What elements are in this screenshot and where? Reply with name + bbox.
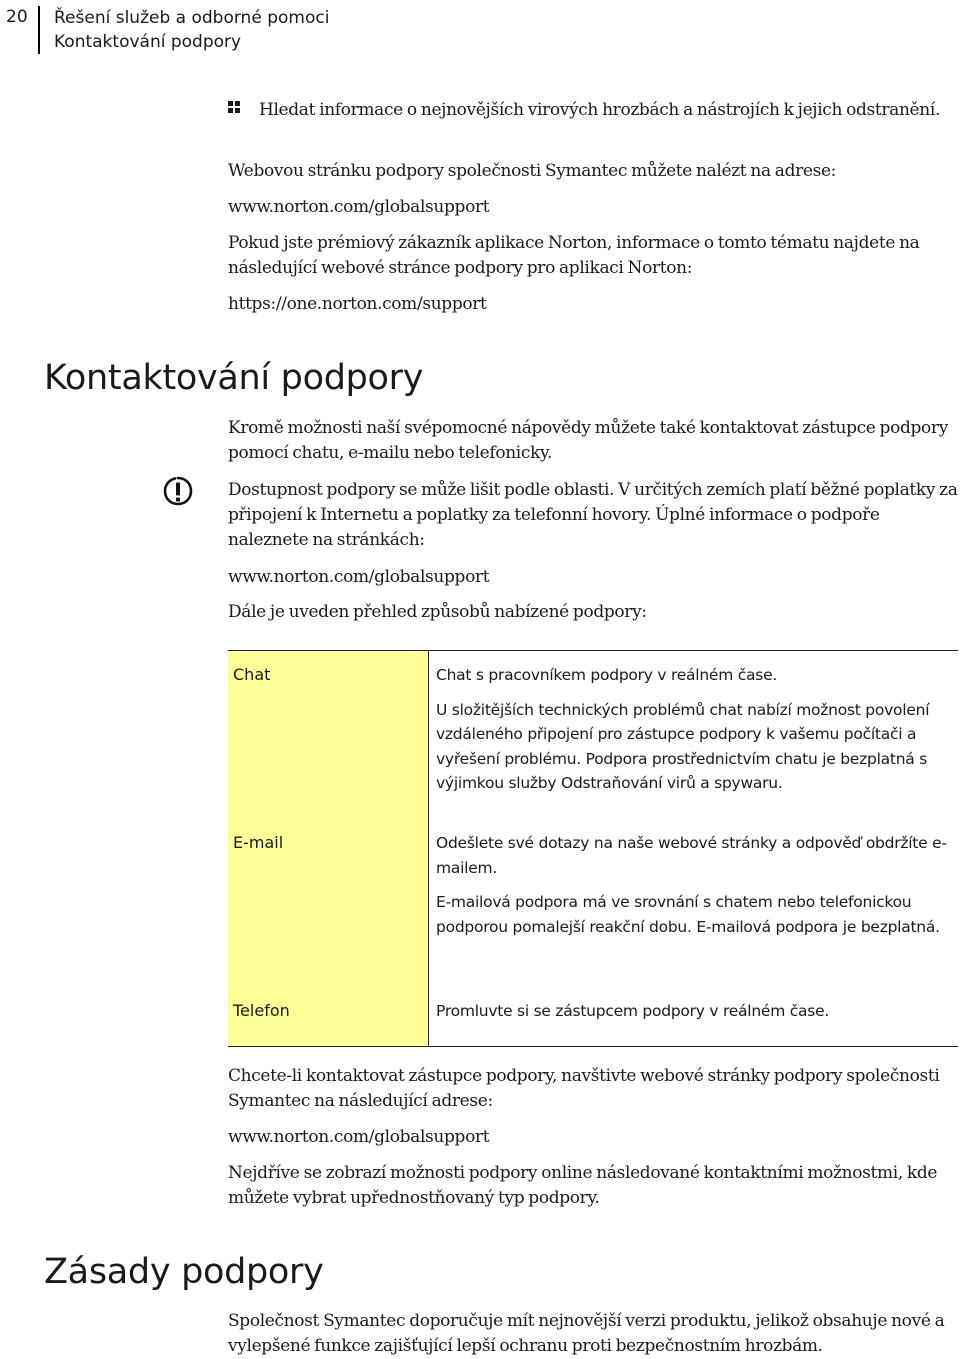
running-header [54,6,329,54]
chapter-title: Řešení služeb a odborné pomoci [54,8,330,28]
email-desc-detail: E-mailová podpora má ve srovnání s chatem nebo telefonickou podporou pomalejší reakční dobu. E-mailová podpora je bezplatná. [436,893,940,936]
page-number: 20 [6,7,28,27]
header-divider [38,6,40,54]
web-support-text: Webovou stránku podpory společnosti Symantec můžete nalézt na adrese: [228,161,837,181]
section-title: Kontaktování podpory [54,32,242,52]
contact-instructions-url[interactable]: www.norton.com/globalsupport [228,1127,490,1147]
support-policy-heading: Zásady podpory [44,1252,324,1292]
phone-desc-line: Promluvte si se zástupcem podpory v reálném čase. [436,1002,830,1020]
premium-url[interactable]: https://one.norton.com/support [228,294,487,314]
contact-instructions-text: Chcete-li kontaktovat zástupce podpory, navštivte webové stránky podpory společnosti Symantec na následující adrese: [228,1066,940,1111]
support-options-note: Nejdříve se zobrazí možnosti podpory online následované kontaktními možnostmi, kde můžete vybrat upřednostňovaný typ podpory. [228,1163,938,1208]
warning-icon [163,476,193,506]
contact-url[interactable]: www.norton.com/globalsupport [228,567,490,587]
chat-desc-detail: U složitějších technických problémů chat nabízí možnost povolení vzdáleného připojení pro zástupce podpory k vašemu počítači a vyřešení problému. Podpora prostřednictvím chatu je bezplatná s výjimkou služby Odstraňování virů a spywaru. [436,700,930,792]
contact-support-heading: Kontaktování podpory [44,358,424,398]
bullet-text: Hledat informace o nejnovějších virových hrozbách a nástrojích k jejich odstranění. [259,100,940,120]
support-options-table [228,650,958,1047]
phone-description [436,999,960,1024]
support-policy-text: Společnost Symantec doporučuje mít nejnovější verzi produktu, jelikož obsahuje nové a vylepšené funkce zajišťující lepší ochranu proti bezpečnostním hrozbám. [228,1311,945,1356]
email-description [436,831,960,939]
web-support-url[interactable]: www.norton.com/globalsupport [228,197,490,217]
email-label: E-mail [233,833,284,852]
bullet-icon [228,101,241,114]
phone-label: Telefon [233,1001,290,1020]
email-desc-line: Odešlete své dotazy na naše webové stránky a odpověď obdržíte e-mailem. [436,834,947,877]
contact-intro-text: Kromě možnosti naší svépomocné nápovědy můžete také kontaktovat zástupce podpory pomocí chatu, e-mailu nebo telefonicky. [228,418,948,463]
support-overview-text: Dále je uveden přehled způsobů nabízené podpory: [228,602,647,622]
availability-text: Dostupnost podpory se může lišit podle oblasti. V určitých zemích platí běžné poplatky za připojení k Internetu a poplatky za telefonní hovory. Úplné informace o podpoře naleznete na stránkách: [228,480,958,550]
chat-desc-line: Chat s pracovníkem podpory v reálném čase. [436,666,778,684]
chat-label: Chat [233,665,271,684]
chat-description [436,663,960,796]
premium-text: Pokud jste prémiový zákazník aplikace Norton, informace o tomto tématu najdete na následující webové stránce podpory pro aplikaci Norton: [228,233,920,278]
